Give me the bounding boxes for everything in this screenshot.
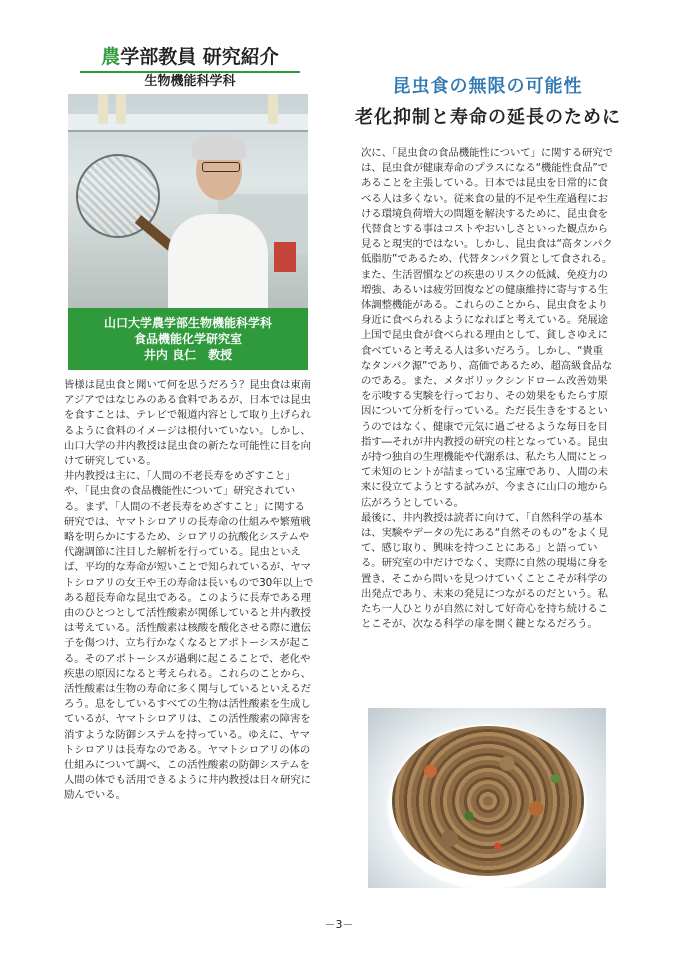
lab-bottle — [98, 94, 108, 124]
caption-line-3: 井内 良仁 教授 — [143, 348, 233, 362]
glasses — [202, 162, 240, 172]
professor-photo — [68, 94, 308, 308]
page-number: －3－ — [324, 918, 354, 931]
article-right-column — [361, 146, 613, 633]
section-title — [80, 42, 300, 73]
article-left-column — [64, 378, 314, 804]
department-name: 生物機能科学科 — [144, 74, 236, 89]
article-title: 昆虫食の無限の可能性 — [392, 76, 583, 97]
section-title-rest: 学部教員 研究紹介 — [120, 46, 279, 68]
lab-bottle — [268, 94, 278, 124]
paragraph: 次に、「昆虫食の食品機能性について」に関する研究では、昆虫食が健康寿命のプラスになる“機能性食品”であることを主張している。日本では昆虫を日常的に食べる人は多くない。従来食の量的不足や生産過程における環境負荷増大の問題を解決するために、昆虫食を代替食とする事はコストやおいしさといった観点から見ると現実的ではない。しかし、昆虫食は“高タンパク低脂肪”であるため、代替タンパク質として食される。また、生活習慣などの疾患のリスクの低減、免疫力の増強、あるいは疲労回復などの健康維持に寄与する生体調整機能がある。これらのことから、昆虫食をより身近に食べられるようになればと考えている。発展途上国で昆虫食が食べられる理由として、貧しさゆえに食べていると考える人は多いだろう。しかし、“貴重なタンパク源”であり、高価であるため、超高級食品なのである。また、メタボリックシンドローム改善効果を示唆する実験を行っており、その効果をもたらす原因について分析を行っている。ただ長生きをするというのではなく、健康で元気に過ごせるような毎日を目指す―それが井内教授の研究の柱となっている。昆虫が持つ独自の生理機能や代謝系は、私たち人間にとって未知のヒントが詰まっている宝庫であり、人間の未来に役立てようとする試みが、今まさに山口の地から広がろうとしている。 — [361, 147, 613, 509]
fried-insects — [392, 726, 584, 876]
lab-coat — [168, 214, 268, 308]
lab-container — [274, 242, 296, 272]
article-subtitle: 老化抑制と寿命の延長のために — [355, 107, 621, 128]
photo-caption — [68, 308, 308, 370]
lab-bottle — [116, 94, 126, 124]
caption-line-1: 山口大学農学部生物機能科学科 — [103, 316, 272, 330]
caption-line-2: 食品機能化学研究室 — [133, 332, 242, 346]
section-title-accent: 農 — [101, 46, 121, 68]
paragraph: 皆様は昆虫食と聞いて何を思うだろう？昆虫食は東南アジアではなじみのある食料であるが、日本では昆虫を食すことは、テレビで報道内容として取り上げられるように食料のイメージは根付いていない。しかし、山口大学の井内教授は昆虫食の新たな可能性に目を向けて研究している。 — [64, 379, 311, 468]
insect-dish-photo — [368, 708, 606, 888]
paragraph: 最後に、井内教授は読者に向けて、「自然科学の基本は、実験やデータの先にある“自然そのもの”をよく見て、感じ取り、興味を持つことにある」と語っている。研究室の中だけでなく、実際に自然の現場に身を置き、そこから問いを見つけていくことこそが科学の出発点であり、未来の発見につながるのだという。私たち一人ひとりが自然に対して好奇心を持ち続けることこそが、次なる科学の扉を開く鍵となるだろう。 — [361, 511, 609, 631]
professor-hair — [192, 134, 246, 160]
paragraph: 井内教授は主に、「人間の不老長寿をめざすこと」や、「昆虫食の食品機能性について」研究されている。まず、「人間の不老長寿をめざすこと」に関する研究では、ヤマトシロアリの長寿命の仕組みや繁殖戦略を明らかにするため、シロアリの抗酸化システムや代謝調節に注目した解析を行っている。昆虫といえば、平均的な寿命が短いことで知られているが、ヤマトシロアリの女王や王の寿命は長いもので30年以上である超長寿命な昆虫である。このように長寿である理由のひとつとして活性酸素が関係していると井内教授は考えている。活性酸素は核酸を酸化させる際に遺伝子を傷つけ、立ち行かなくなるとアポトーシスが起こる。そのアポトーシスが過剰に起こることで、老化や疾患の原因になると考えられる。これらのことから、活性酸素は生物の寿命に多く関与しているといえるだろう。息をしているすべての生物は活性酸素を生成しているが、ヤマトシロアリは、この活性酸素の障害を消すような防御システムを持っている。ゆえに、ヤマトシロアリは長寿なのである。ヤマトシロアリの体の仕組みについて調べ、この活性酸素の防御システムを人間の体でも活用できるように井内教授は日々研究に励んでいる。 — [64, 470, 314, 802]
